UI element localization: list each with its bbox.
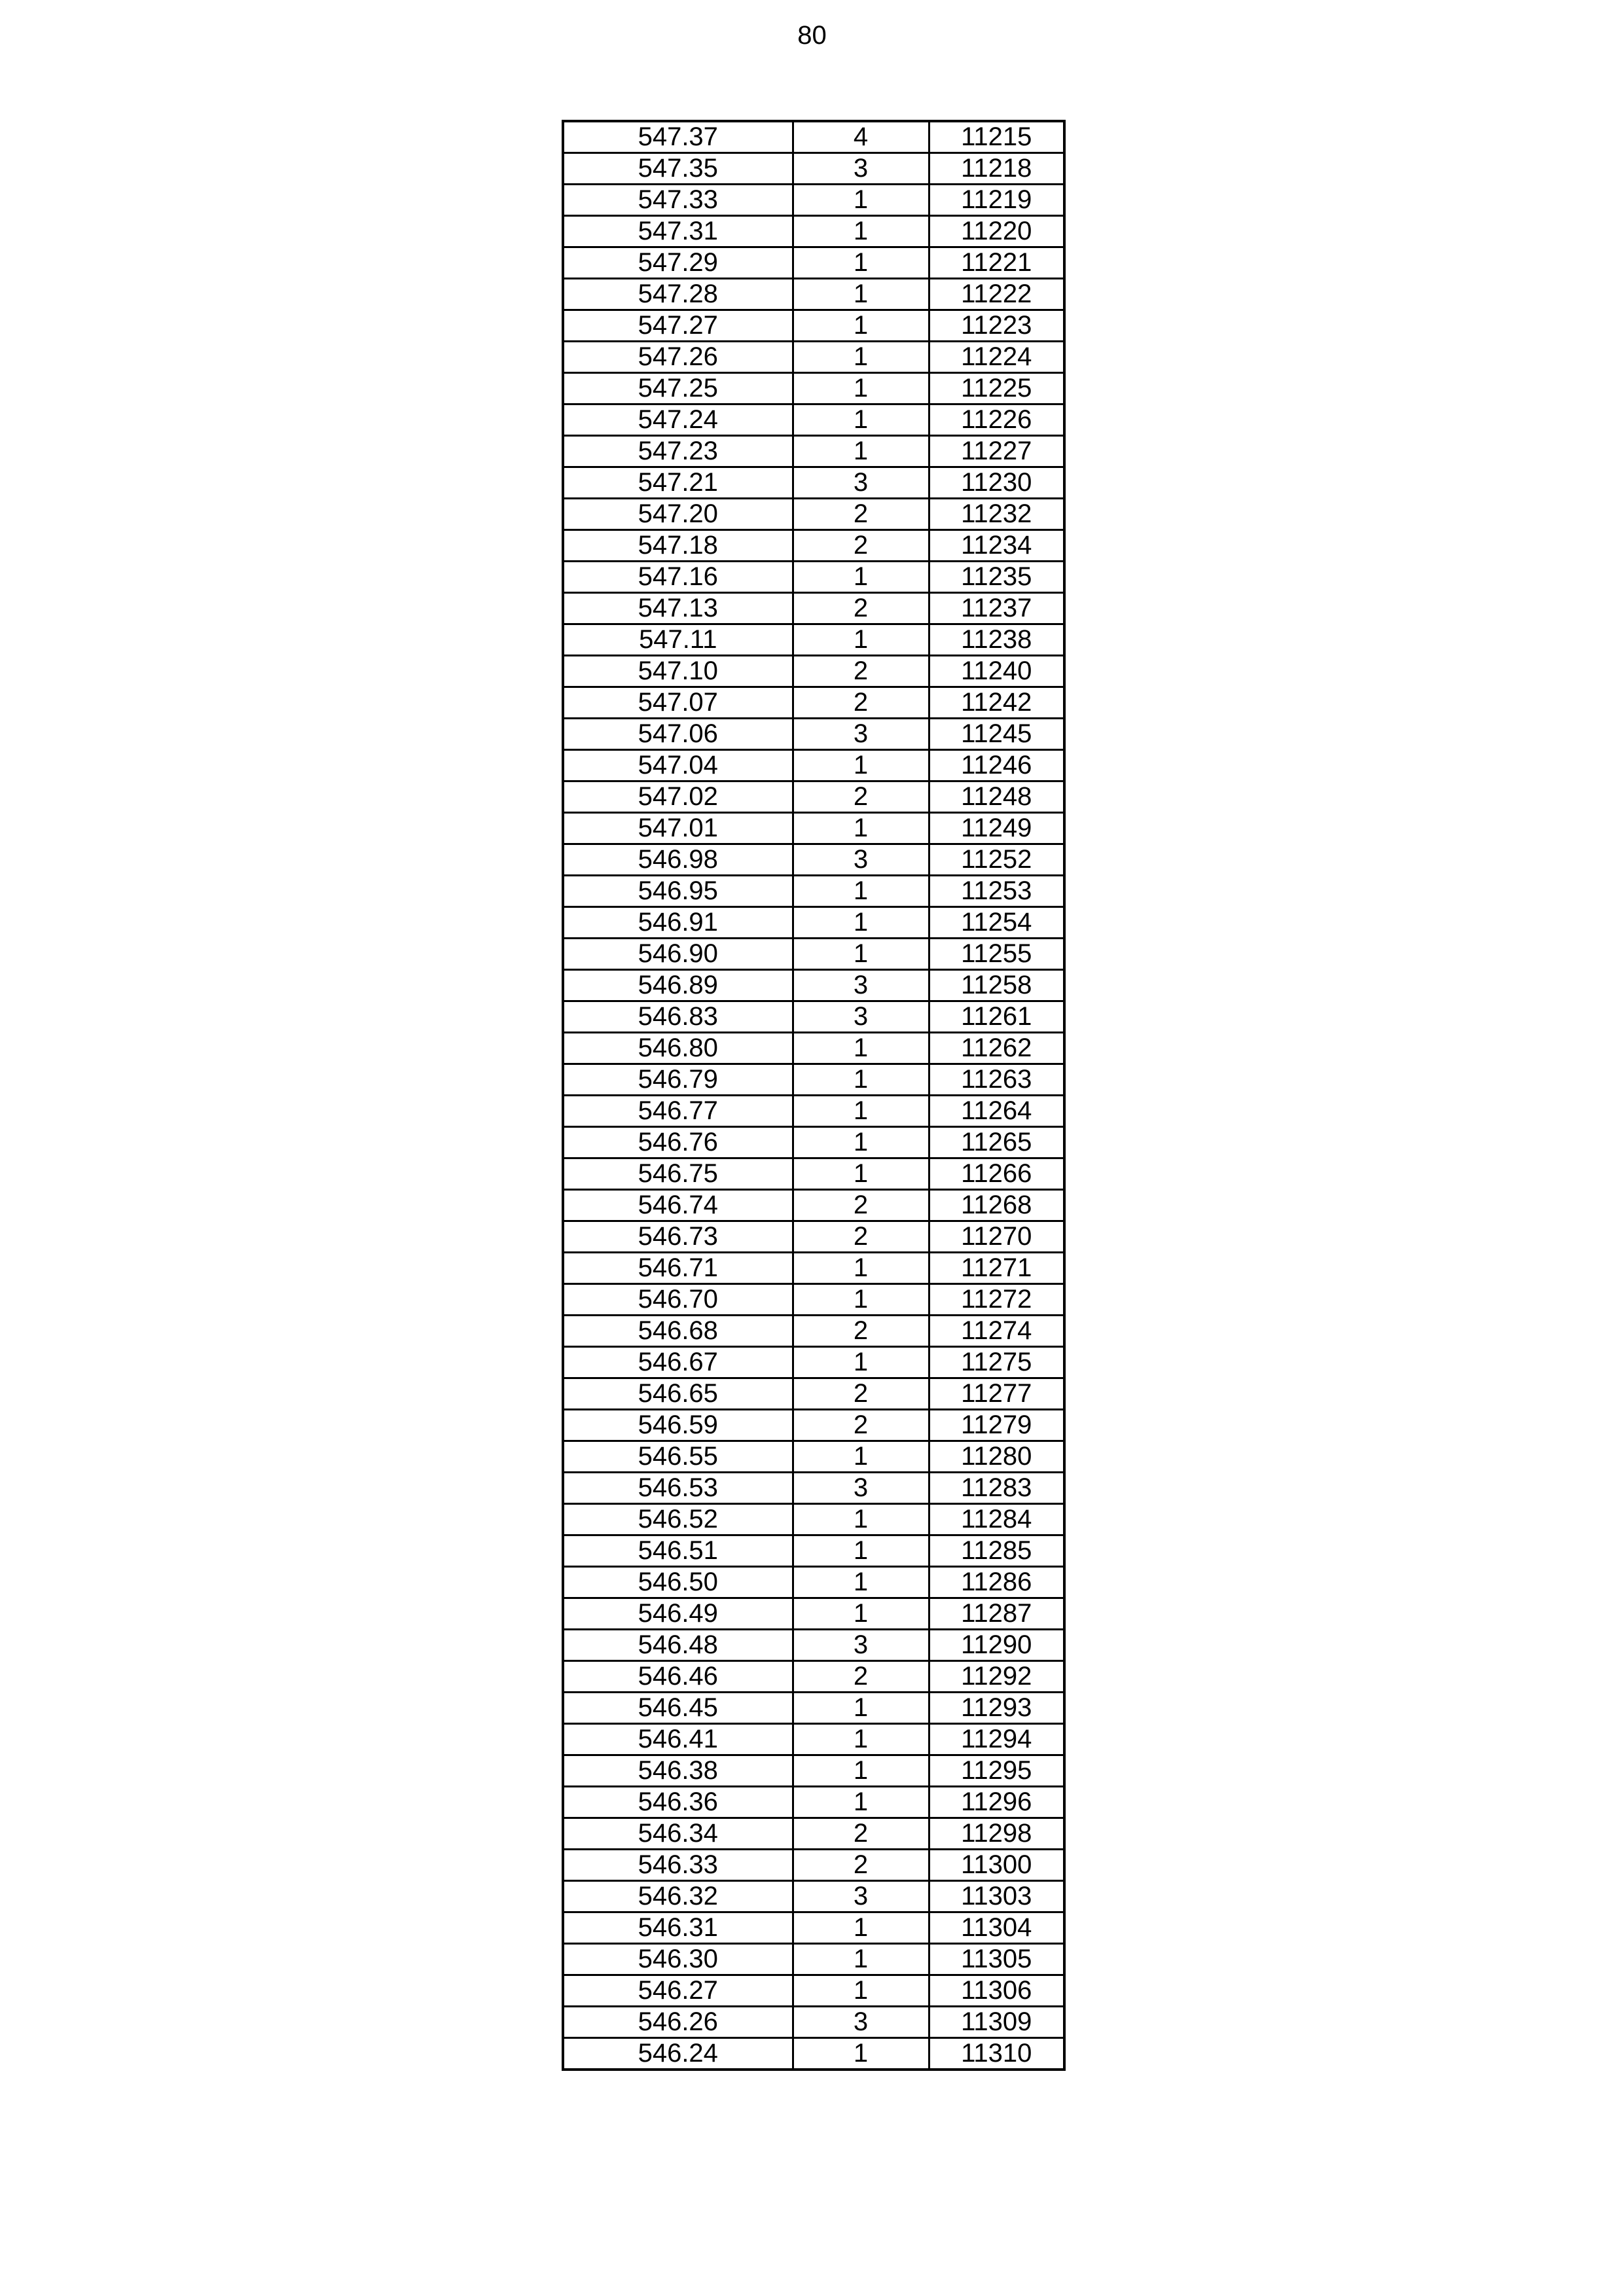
table-row <box>563 1158 1064 1190</box>
count-cell: 1 <box>793 1755 929 1787</box>
index-cell: 11263 <box>929 1064 1064 1096</box>
index-cell: 11271 <box>929 1253 1064 1284</box>
table-row <box>563 2007 1064 2038</box>
table-row <box>563 1441 1064 1473</box>
value-cell: 547.07 <box>563 687 793 719</box>
value-cell: 547.20 <box>563 499 793 530</box>
count-cell: 1 <box>793 624 929 656</box>
count-cell: 3 <box>793 719 929 750</box>
count-cell: 2 <box>793 499 929 530</box>
count-cell: 1 <box>793 1096 929 1127</box>
count-cell: 1 <box>793 342 929 373</box>
count-cell: 1 <box>793 373 929 404</box>
value-cell: 546.74 <box>563 1190 793 1221</box>
table-row <box>563 1787 1064 1818</box>
value-cell: 546.89 <box>563 970 793 1001</box>
table-row <box>563 153 1064 185</box>
index-cell: 11284 <box>929 1504 1064 1535</box>
index-cell: 11222 <box>929 279 1064 310</box>
value-cell: 546.31 <box>563 1912 793 1944</box>
index-cell: 11221 <box>929 247 1064 279</box>
value-cell: 546.27 <box>563 1975 793 2007</box>
index-cell: 11246 <box>929 750 1064 781</box>
table-row <box>563 1535 1064 1567</box>
count-cell: 2 <box>793 1221 929 1253</box>
value-cell: 547.33 <box>563 185 793 216</box>
value-cell: 546.90 <box>563 939 793 970</box>
index-cell: 11304 <box>929 1912 1064 1944</box>
table-row <box>563 813 1064 844</box>
count-cell: 3 <box>793 1001 929 1033</box>
value-cell: 547.13 <box>563 593 793 624</box>
count-cell: 2 <box>793 1850 929 1881</box>
index-cell: 11298 <box>929 1818 1064 1850</box>
index-cell: 11232 <box>929 499 1064 530</box>
value-cell: 546.71 <box>563 1253 793 1284</box>
index-cell: 11245 <box>929 719 1064 750</box>
index-cell: 11293 <box>929 1693 1064 1724</box>
table-row <box>563 1221 1064 1253</box>
count-cell: 1 <box>793 1253 929 1284</box>
value-cell: 546.55 <box>563 1441 793 1473</box>
table-row <box>563 939 1064 970</box>
table-row <box>563 1724 1064 1755</box>
value-cell: 546.49 <box>563 1598 793 1630</box>
count-cell: 1 <box>793 1504 929 1535</box>
value-cell: 546.30 <box>563 1944 793 1975</box>
index-cell: 11272 <box>929 1284 1064 1316</box>
index-cell: 11266 <box>929 1158 1064 1190</box>
index-cell: 11285 <box>929 1535 1064 1567</box>
count-cell: 2 <box>793 781 929 813</box>
index-cell: 11235 <box>929 562 1064 593</box>
value-cell: 547.10 <box>563 656 793 687</box>
index-cell: 11225 <box>929 373 1064 404</box>
table-row <box>563 1850 1064 1881</box>
count-cell: 1 <box>793 2038 929 2070</box>
index-cell: 11240 <box>929 656 1064 687</box>
index-cell: 11268 <box>929 1190 1064 1221</box>
table-row <box>563 1253 1064 1284</box>
value-cell: 547.21 <box>563 467 793 499</box>
table-row <box>563 121 1064 153</box>
index-cell: 11279 <box>929 1410 1064 1441</box>
table-row <box>563 1881 1064 1912</box>
table-row <box>563 781 1064 813</box>
table-row <box>563 216 1064 247</box>
count-cell: 1 <box>793 247 929 279</box>
value-cell: 546.76 <box>563 1127 793 1158</box>
value-cell: 547.11 <box>563 624 793 656</box>
table-row <box>563 1693 1064 1724</box>
count-cell: 4 <box>793 121 929 153</box>
count-cell: 1 <box>793 279 929 310</box>
index-cell: 11249 <box>929 813 1064 844</box>
table-row <box>563 247 1064 279</box>
index-cell: 11290 <box>929 1630 1064 1661</box>
count-cell: 1 <box>793 1724 929 1755</box>
index-cell: 11258 <box>929 970 1064 1001</box>
table-row <box>563 1190 1064 1221</box>
value-cell: 546.80 <box>563 1033 793 1064</box>
table-row <box>563 1033 1064 1064</box>
table-row <box>563 1912 1064 1944</box>
table-row <box>563 499 1064 530</box>
count-cell: 2 <box>793 1378 929 1410</box>
table-row <box>563 719 1064 750</box>
index-cell: 11223 <box>929 310 1064 342</box>
value-cell: 546.75 <box>563 1158 793 1190</box>
count-cell: 1 <box>793 1567 929 1598</box>
count-cell: 3 <box>793 1473 929 1504</box>
index-cell: 11227 <box>929 436 1064 467</box>
table-row <box>563 1630 1064 1661</box>
count-cell: 2 <box>793 1410 929 1441</box>
index-cell: 11242 <box>929 687 1064 719</box>
value-cell: 546.67 <box>563 1347 793 1378</box>
value-cell: 547.24 <box>563 404 793 436</box>
count-cell: 1 <box>793 1535 929 1567</box>
value-cell: 546.65 <box>563 1378 793 1410</box>
index-cell: 11248 <box>929 781 1064 813</box>
table-row <box>563 562 1064 593</box>
count-cell: 1 <box>793 1284 929 1316</box>
table-row <box>563 467 1064 499</box>
count-cell: 1 <box>793 185 929 216</box>
index-cell: 11219 <box>929 185 1064 216</box>
index-cell: 11280 <box>929 1441 1064 1473</box>
count-cell: 2 <box>793 687 929 719</box>
index-cell: 11294 <box>929 1724 1064 1755</box>
count-cell: 1 <box>793 404 929 436</box>
table-row <box>563 907 1064 939</box>
value-cell: 547.23 <box>563 436 793 467</box>
table-row <box>563 844 1064 876</box>
value-cell: 546.26 <box>563 2007 793 2038</box>
data-table <box>562 120 1066 2071</box>
value-cell: 546.77 <box>563 1096 793 1127</box>
table-row <box>563 1410 1064 1441</box>
index-cell: 11283 <box>929 1473 1064 1504</box>
value-cell: 546.38 <box>563 1755 793 1787</box>
index-cell: 11237 <box>929 593 1064 624</box>
table-row <box>563 310 1064 342</box>
value-cell: 546.52 <box>563 1504 793 1535</box>
value-cell: 547.27 <box>563 310 793 342</box>
table-row <box>563 750 1064 781</box>
index-cell: 11295 <box>929 1755 1064 1787</box>
count-cell: 2 <box>793 656 929 687</box>
value-cell: 546.91 <box>563 907 793 939</box>
table-row <box>563 1944 1064 1975</box>
count-cell: 2 <box>793 1661 929 1693</box>
table-row <box>563 1567 1064 1598</box>
count-cell: 2 <box>793 593 929 624</box>
table-row <box>563 185 1064 216</box>
table-row <box>563 436 1064 467</box>
table-row <box>563 2038 1064 2070</box>
index-cell: 11218 <box>929 153 1064 185</box>
count-cell: 3 <box>793 467 929 499</box>
value-cell: 546.59 <box>563 1410 793 1441</box>
table-row <box>563 1127 1064 1158</box>
value-cell: 546.98 <box>563 844 793 876</box>
table-row <box>563 1001 1064 1033</box>
index-cell: 11286 <box>929 1567 1064 1598</box>
value-cell: 547.01 <box>563 813 793 844</box>
value-cell: 546.45 <box>563 1693 793 1724</box>
count-cell: 1 <box>793 1693 929 1724</box>
table-row <box>563 1661 1064 1693</box>
table-row <box>563 1598 1064 1630</box>
table-row <box>563 876 1064 907</box>
value-cell: 546.70 <box>563 1284 793 1316</box>
count-cell: 1 <box>793 750 929 781</box>
table-row <box>563 342 1064 373</box>
count-cell: 1 <box>793 216 929 247</box>
index-cell: 11265 <box>929 1127 1064 1158</box>
index-cell: 11310 <box>929 2038 1064 2070</box>
index-cell: 11253 <box>929 876 1064 907</box>
count-cell: 1 <box>793 310 929 342</box>
table-body <box>563 121 1064 2070</box>
index-cell: 11220 <box>929 216 1064 247</box>
value-cell: 546.34 <box>563 1818 793 1850</box>
value-cell: 547.37 <box>563 121 793 153</box>
value-cell: 546.48 <box>563 1630 793 1661</box>
index-cell: 11254 <box>929 907 1064 939</box>
table-row <box>563 970 1064 1001</box>
count-cell: 2 <box>793 1316 929 1347</box>
index-cell: 11275 <box>929 1347 1064 1378</box>
index-cell: 11309 <box>929 2007 1064 2038</box>
count-cell: 1 <box>793 1347 929 1378</box>
value-cell: 547.29 <box>563 247 793 279</box>
count-cell: 1 <box>793 1127 929 1158</box>
count-cell: 1 <box>793 1912 929 1944</box>
table-row <box>563 1818 1064 1850</box>
count-cell: 2 <box>793 1818 929 1850</box>
index-cell: 11252 <box>929 844 1064 876</box>
table-row <box>563 1473 1064 1504</box>
table-row <box>563 1064 1064 1096</box>
table-row <box>563 1504 1064 1535</box>
count-cell: 1 <box>793 1064 929 1096</box>
value-cell: 546.83 <box>563 1001 793 1033</box>
value-cell: 546.24 <box>563 2038 793 2070</box>
index-cell: 11274 <box>929 1316 1064 1347</box>
count-cell: 3 <box>793 844 929 876</box>
count-cell: 1 <box>793 1441 929 1473</box>
index-cell: 11224 <box>929 342 1064 373</box>
count-cell: 1 <box>793 1787 929 1818</box>
value-cell: 547.16 <box>563 562 793 593</box>
page-number: 80 <box>797 21 827 50</box>
count-cell: 1 <box>793 1033 929 1064</box>
table-row <box>563 624 1064 656</box>
index-cell: 11287 <box>929 1598 1064 1630</box>
value-cell: 546.32 <box>563 1881 793 1912</box>
index-cell: 11234 <box>929 530 1064 562</box>
index-cell: 11262 <box>929 1033 1064 1064</box>
index-cell: 11215 <box>929 121 1064 153</box>
value-cell: 546.50 <box>563 1567 793 1598</box>
index-cell: 11238 <box>929 624 1064 656</box>
value-cell: 547.06 <box>563 719 793 750</box>
value-cell: 546.53 <box>563 1473 793 1504</box>
table-row <box>563 1316 1064 1347</box>
value-cell: 547.04 <box>563 750 793 781</box>
value-cell: 546.79 <box>563 1064 793 1096</box>
count-cell: 1 <box>793 939 929 970</box>
table-row <box>563 687 1064 719</box>
value-cell: 546.41 <box>563 1724 793 1755</box>
count-cell: 1 <box>793 813 929 844</box>
count-cell: 3 <box>793 970 929 1001</box>
index-cell: 11277 <box>929 1378 1064 1410</box>
value-cell: 547.28 <box>563 279 793 310</box>
index-cell: 11230 <box>929 467 1064 499</box>
index-cell: 11306 <box>929 1975 1064 2007</box>
index-cell: 11261 <box>929 1001 1064 1033</box>
count-cell: 3 <box>793 2007 929 2038</box>
index-cell: 11305 <box>929 1944 1064 1975</box>
table-row <box>563 656 1064 687</box>
value-cell: 547.18 <box>563 530 793 562</box>
table-row <box>563 373 1064 404</box>
index-cell: 11292 <box>929 1661 1064 1693</box>
value-cell: 546.36 <box>563 1787 793 1818</box>
count-cell: 2 <box>793 1190 929 1221</box>
count-cell: 1 <box>793 876 929 907</box>
table-row <box>563 1975 1064 2007</box>
value-cell: 547.35 <box>563 153 793 185</box>
value-cell: 546.73 <box>563 1221 793 1253</box>
count-cell: 1 <box>793 907 929 939</box>
value-cell: 547.02 <box>563 781 793 813</box>
count-cell: 3 <box>793 1630 929 1661</box>
index-cell: 11270 <box>929 1221 1064 1253</box>
table-row <box>563 279 1064 310</box>
value-cell: 547.26 <box>563 342 793 373</box>
table-row <box>563 1755 1064 1787</box>
count-cell: 1 <box>793 562 929 593</box>
value-cell: 546.51 <box>563 1535 793 1567</box>
count-cell: 1 <box>793 1944 929 1975</box>
value-cell: 546.95 <box>563 876 793 907</box>
value-cell: 546.46 <box>563 1661 793 1693</box>
index-cell: 11296 <box>929 1787 1064 1818</box>
count-cell: 1 <box>793 436 929 467</box>
value-cell: 546.68 <box>563 1316 793 1347</box>
count-cell: 3 <box>793 1881 929 1912</box>
count-cell: 1 <box>793 1158 929 1190</box>
index-cell: 11300 <box>929 1850 1064 1881</box>
table-row <box>563 1347 1064 1378</box>
index-cell: 11226 <box>929 404 1064 436</box>
value-cell: 547.31 <box>563 216 793 247</box>
count-cell: 2 <box>793 530 929 562</box>
index-cell: 11255 <box>929 939 1064 970</box>
index-cell: 11303 <box>929 1881 1064 1912</box>
table-row <box>563 593 1064 624</box>
table-row <box>563 1096 1064 1127</box>
table-row <box>563 530 1064 562</box>
table-row <box>563 1284 1064 1316</box>
value-cell: 546.33 <box>563 1850 793 1881</box>
count-cell: 1 <box>793 1598 929 1630</box>
value-cell: 547.25 <box>563 373 793 404</box>
index-cell: 11264 <box>929 1096 1064 1127</box>
count-cell: 3 <box>793 153 929 185</box>
count-cell: 1 <box>793 1975 929 2007</box>
table-row <box>563 1378 1064 1410</box>
table-row <box>563 404 1064 436</box>
